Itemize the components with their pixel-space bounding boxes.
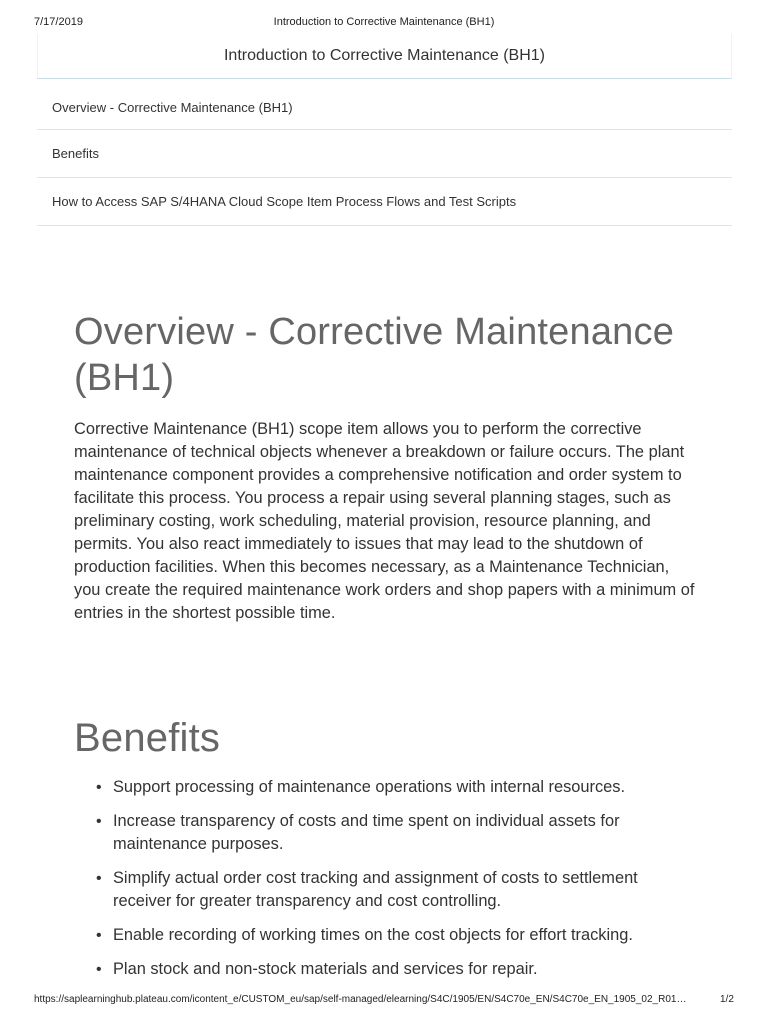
print-title: Introduction to Corrective Maintenance (BH1)	[273, 16, 495, 28]
benefit-text: Support processing of maintenance operations with internal resources.	[113, 778, 626, 796]
list-item	[74, 924, 698, 947]
bullet-icon: •	[96, 779, 102, 796]
overview-body: Corrective Maintenance (BH1) scope item allows you to perform the corrective maintenance of technical objects whenever a breakdown or failure occurs. The plant maintenance component provides a comprehensive notification and order system to facilitate this process. You process a repair using several planning stages, such as preliminary costing, work scheduling, material provision, resource planning, and permits. You also react immediately to issues that may lead to the shutdown of production facilities. When this becomes necessary, as a Maintenance Technician, you create the required maintenance work orders and shop papers with a minimum of entries in the shortest possible time.	[74, 420, 695, 622]
bullet-icon: •	[96, 961, 102, 978]
list-item	[74, 776, 698, 799]
list-item	[74, 867, 698, 913]
bullet-icon: •	[96, 927, 102, 944]
overview-heading: Overview - Corrective Maintenance (BH1)	[74, 311, 675, 399]
list-item	[74, 810, 698, 856]
print-footer	[0, 994, 768, 1008]
benefit-text: Increase transparency of costs and time spent on individual assets for maintenance purposes.	[113, 812, 620, 853]
bullet-icon: •	[96, 870, 102, 887]
benefits-heading: Benefits	[74, 716, 221, 760]
toc-link-benefits[interactable]: Benefits	[37, 130, 732, 178]
benefits-list	[74, 776, 698, 992]
benefit-text: Simplify actual order cost tracking and assignment of costs to settlement receiver for greater transparency and cost controlling.	[113, 869, 638, 910]
bullet-icon: •	[96, 813, 102, 830]
toc-link-how-to-access[interactable]: How to Access SAP S/4HANA Cloud Scope Item Process Flows and Test Scripts	[37, 178, 732, 226]
print-url[interactable]: https://saplearninghub.plateau.com/icontent_e/CUSTOM_eu/sap/self-managed/elearning/S4C/1905/EN/S4C70e_EN/S4C70e_EN_1905_02_R01…	[34, 994, 687, 1005]
list-item	[74, 958, 698, 981]
benefit-text: Enable recording of working times on the cost objects for effort tracking.	[113, 926, 633, 944]
table-of-contents	[37, 34, 732, 226]
benefit-text: Plan stock and non-stock materials and services for repair.	[113, 960, 538, 978]
print-header	[0, 16, 768, 30]
toc-title: Introduction to Corrective Maintenance (BH1)	[37, 34, 732, 79]
page-number: 1/2	[720, 994, 734, 1005]
toc-link-overview[interactable]: Overview - Corrective Maintenance (BH1)	[37, 86, 732, 130]
print-date: 7/17/2019	[34, 16, 83, 28]
